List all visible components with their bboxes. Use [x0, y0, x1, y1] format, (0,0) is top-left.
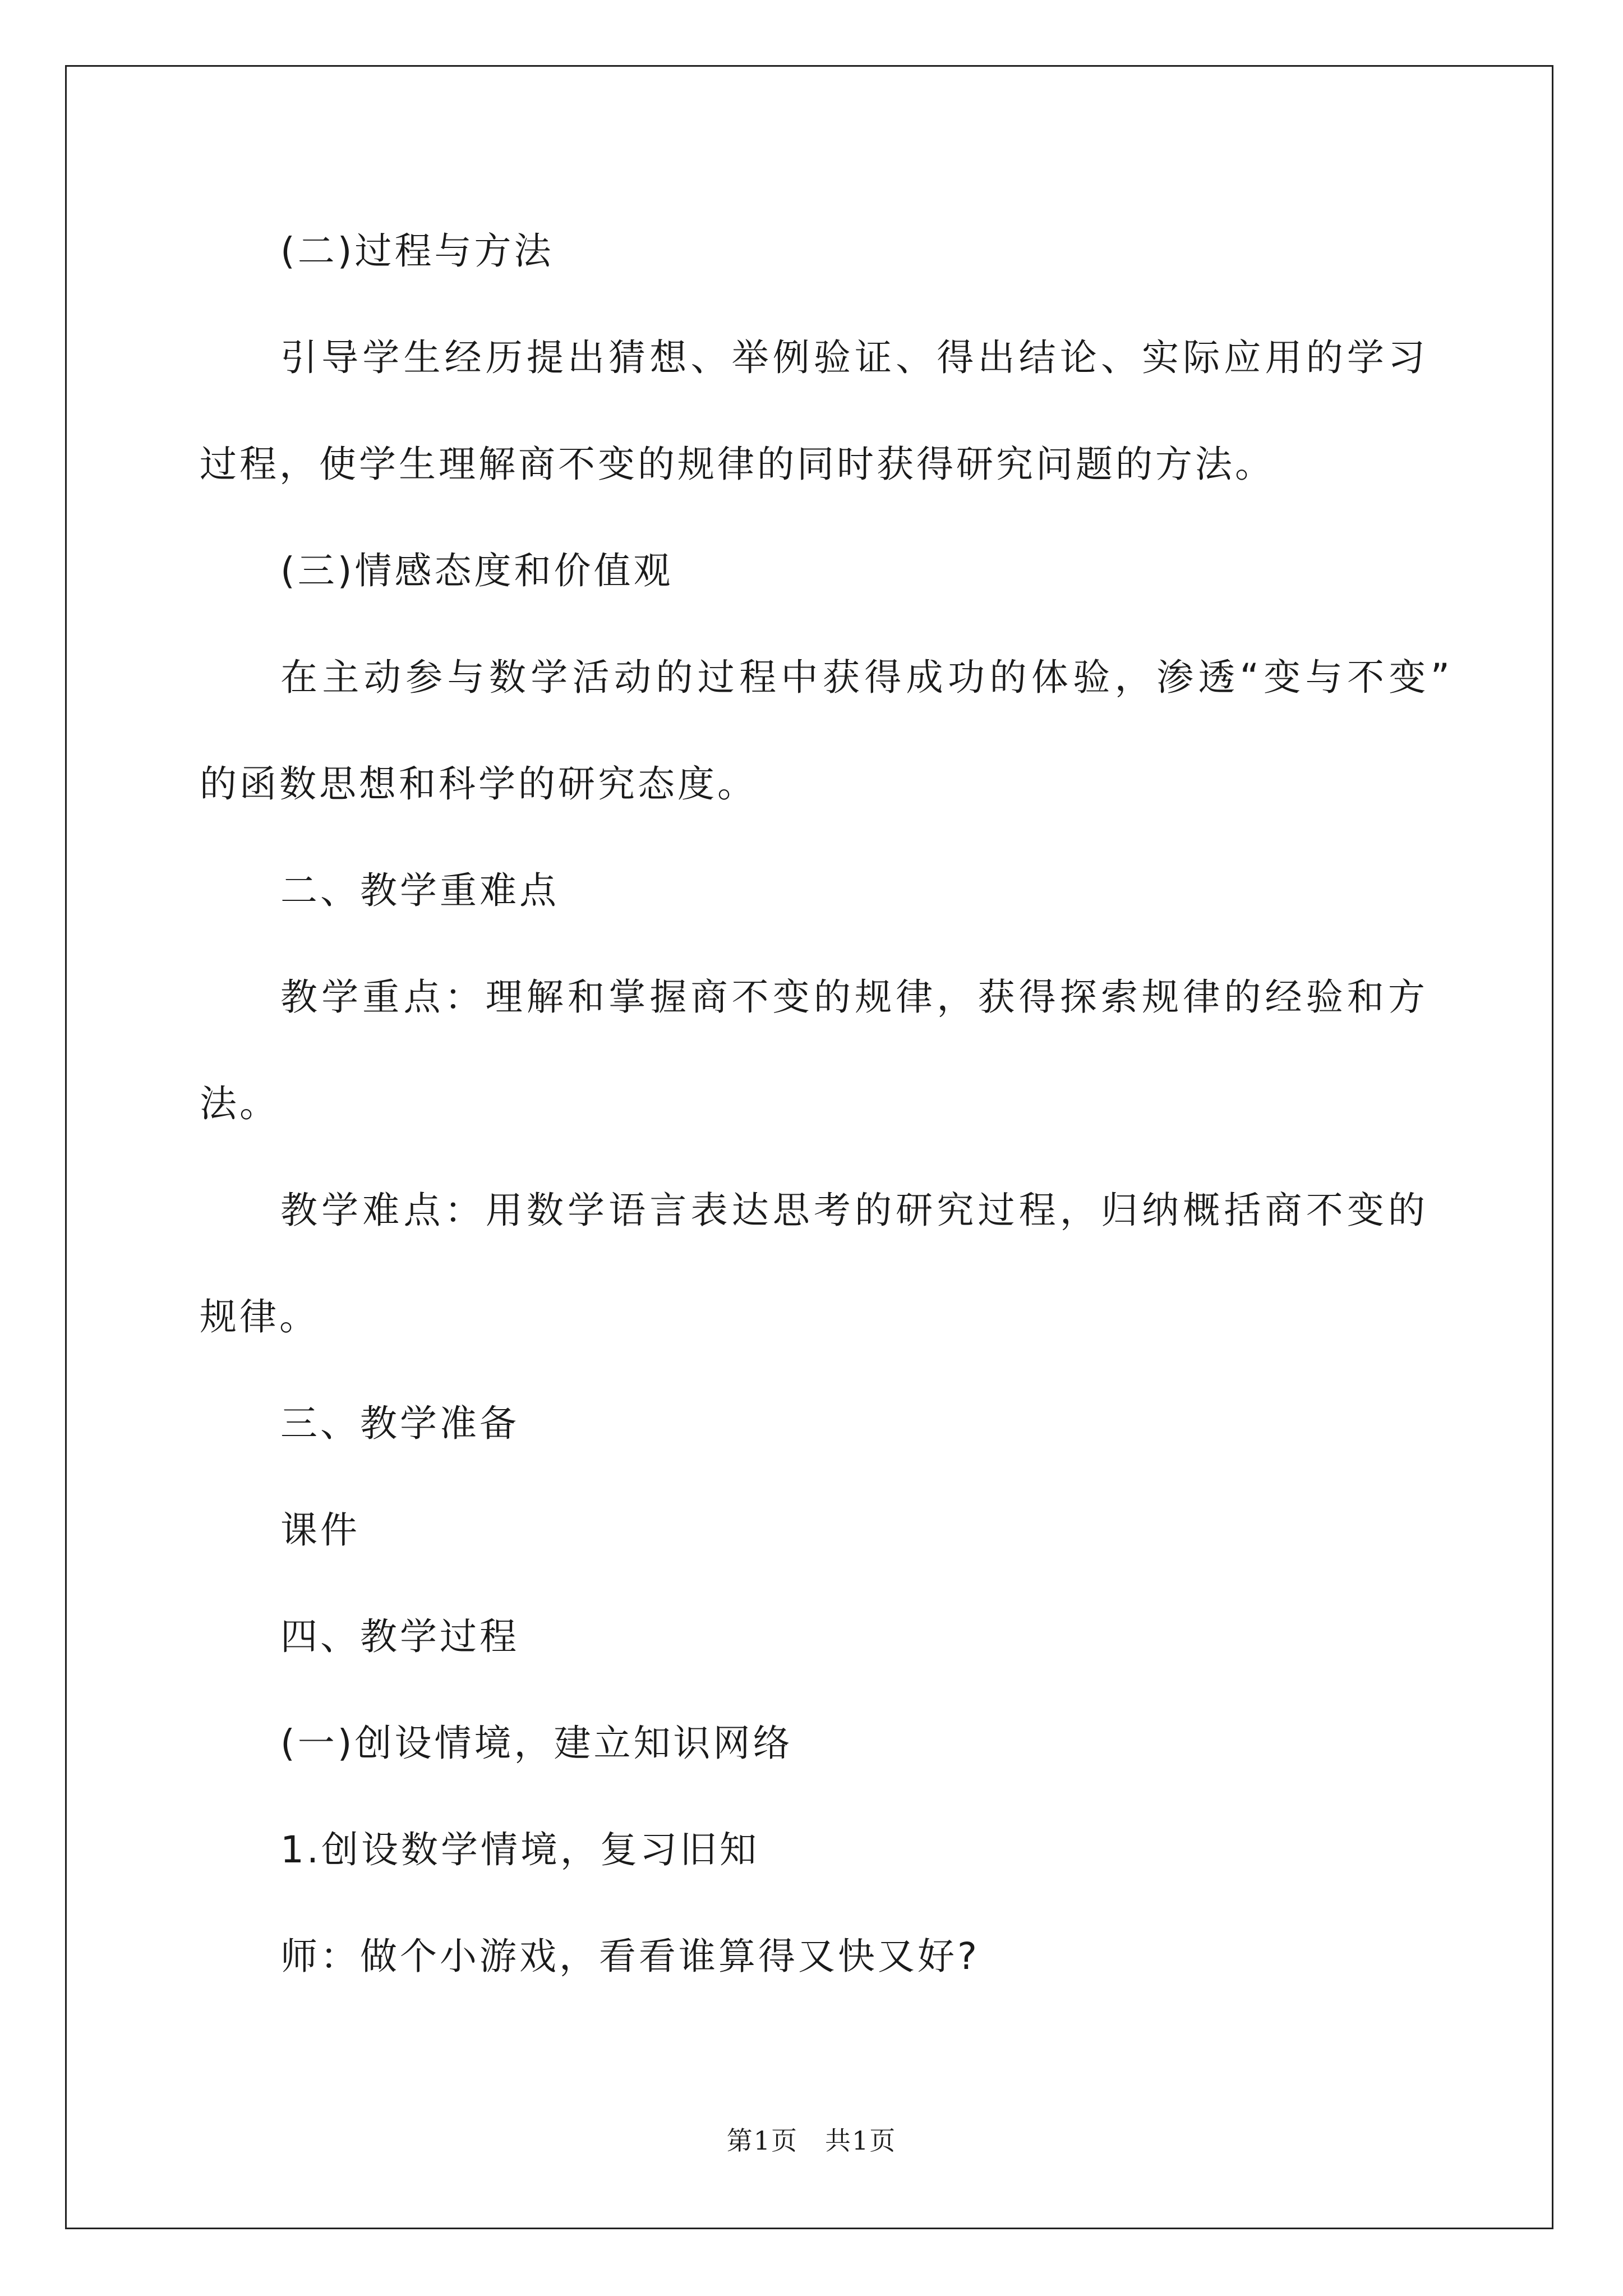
section-heading: 四、教学过程	[280, 1615, 519, 1658]
paragraph-line: 教学难点：用数学语言表达思考的研究过程，归纳概括商不变的	[280, 1189, 1428, 1232]
paragraph-line: 1.创设数学情境，复习旧知	[280, 1828, 759, 1871]
page-number-footer: 第1页 共1页	[726, 2125, 897, 2156]
section-heading: (一)创设情境，建立知识网络	[280, 1722, 793, 1765]
paragraph-line: 课件	[280, 1508, 360, 1552]
paragraph-line: 引导学生经历提出猜想、举例验证、得出结论、实际应用的学习	[280, 336, 1428, 379]
section-heading: (三)情感态度和价值观	[280, 549, 674, 592]
paragraph-line: 在主动参与数学活动的过程中获得成功的体验，渗透“变与不变”	[280, 656, 1453, 699]
paragraph-line: 师：做个小游戏，看看谁算得又快又好?	[280, 1935, 980, 1978]
section-heading: (二)过程与方法	[280, 229, 554, 273]
paragraph-line: 过程，使学生理解商不变的规律的同时获得研究问题的方法。	[200, 443, 1275, 486]
section-heading: 二、教学重难点	[280, 869, 559, 912]
paragraph-line: 法。	[200, 1082, 279, 1125]
paragraph-line: 的函数思想和科学的研究态度。	[200, 762, 757, 806]
section-heading: 三、教学准备	[280, 1402, 519, 1445]
paragraph-line: 教学重点：理解和掌握商不变的规律，获得探索规律的经验和方	[280, 976, 1428, 1019]
paragraph-line: 规律。	[200, 1295, 319, 1338]
page-border	[65, 65, 1553, 2229]
